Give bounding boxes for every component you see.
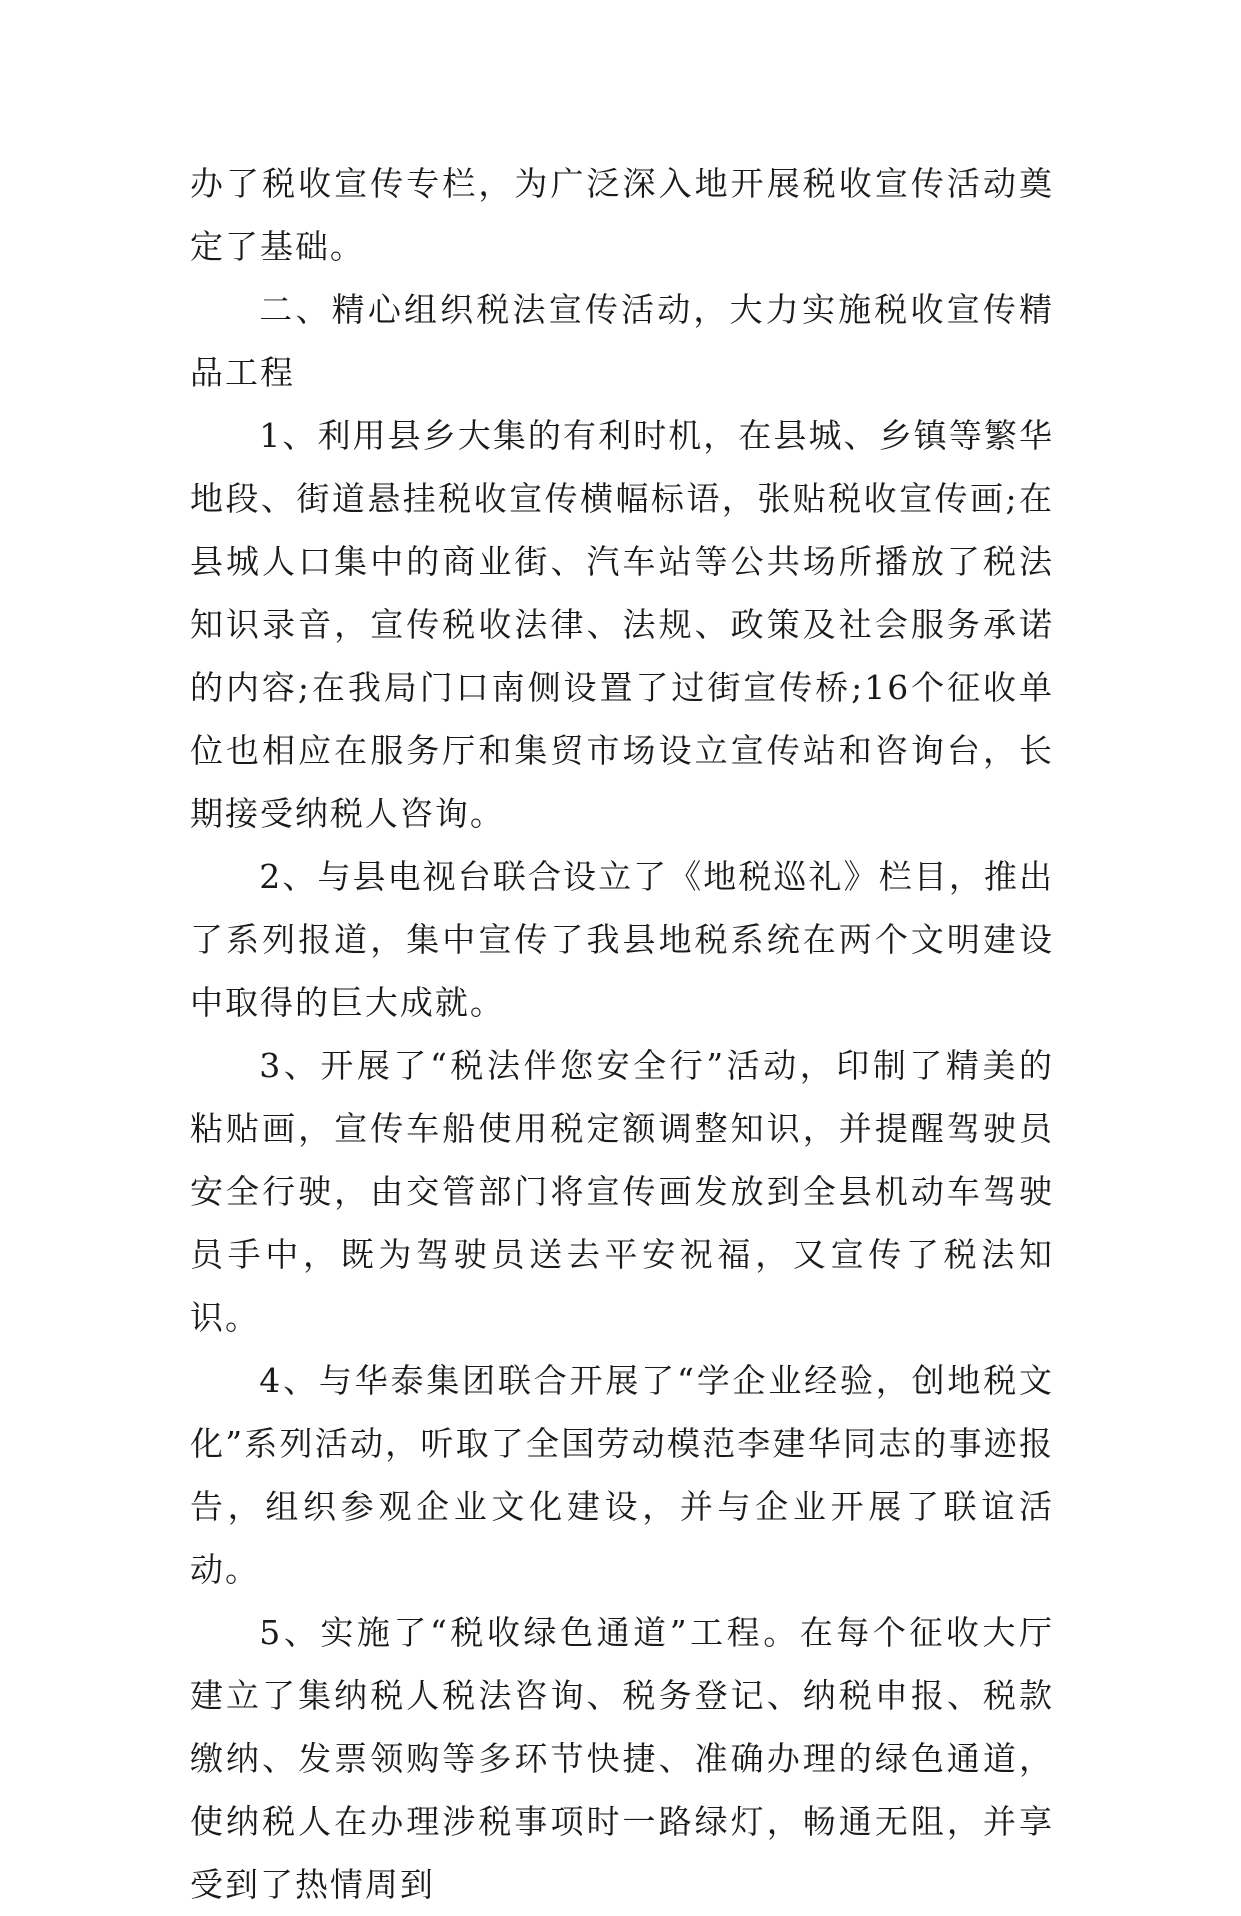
section-heading-2: 二、精心组织税法宣传活动，大力实施税收宣传精品工程 xyxy=(190,290,1054,392)
list-item-2: 2、与县电视台联合设立了《地税巡礼》栏目，推出了系列报道，集中宣传了我县地税系统在两个文明建设中取得的巨大成就。 xyxy=(190,857,1054,1022)
list-item-1: 1、利用县乡大集的有利时机，在县城、乡镇等繁华地段、街道悬挂税收宣传横幅标语，张贴税收宣传画;在县城人口集中的商业街、汽车站等公共场所播放了税法知识录音，宣传税收法律、法规、政策及社会服务承诺的内容;在我局门口南侧设置了过街宣传桥;16个征收单位也相应在服务厅和集贸市场设立宣传站和咨询台，长期接受纳税人咨询。 xyxy=(190,416,1054,833)
list-item-4: 4、与华泰集团联合开展了“学企业经验，创地税文化”系列活动，听取了全国劳动模范李建华同志的事迹报告，组织参观企业文化建设，并与企业开展了联谊活动。 xyxy=(190,1361,1054,1589)
paragraph-continuation: 办了税收宣传专栏，为广泛深入地开展税收宣传活动奠定了基础。 xyxy=(190,164,1054,266)
list-item-5: 5、实施了“税收绿色通道”工程。在每个征收大厅建立了集纳税人税法咨询、税务登记、纳税申报、税款缴纳、发票领购等多环节快捷、准确办理的绿色通道，使纳税人在办理涉税事项时一路绿灯，畅通无阻，并享受到了热情周到 xyxy=(190,1613,1054,1904)
list-item-3: 3、开展了“税法伴您安全行”活动，印制了精美的粘贴画，宣传车船使用税定额调整知识，并提醒驾驶员安全行驶，由交管部门将宣传画发放到全县机动车驾驶员手中，既为驾驶员送去平安祝福，又宣传了税法知识。 xyxy=(190,1046,1054,1337)
document-body xyxy=(190,152,1054,1916)
